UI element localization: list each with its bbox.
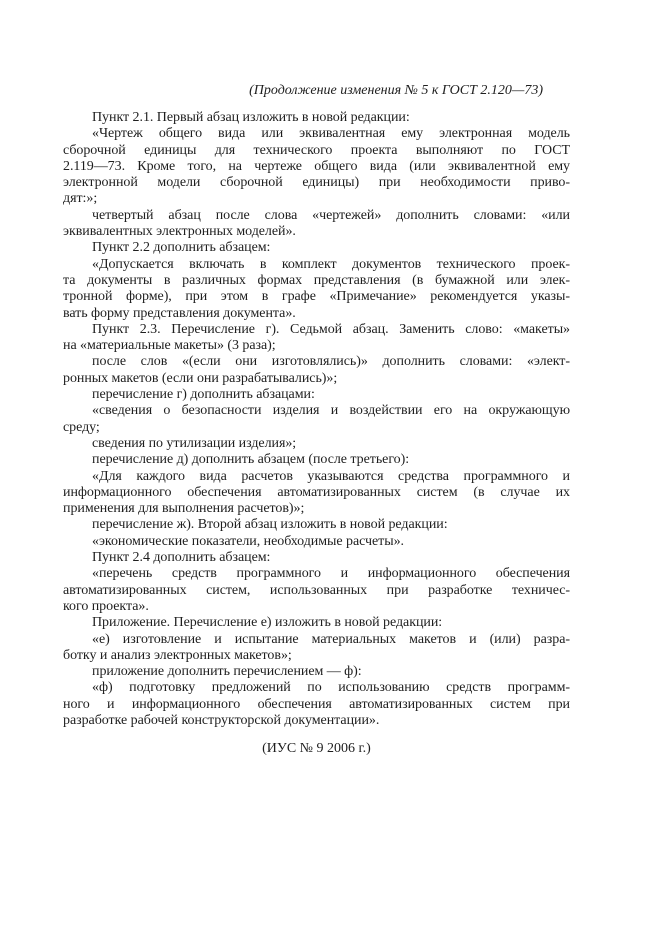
text-line: Приложение. Перечисление е) изложить в новой редакции: (92, 615, 443, 631)
text-line: Пункт 2.2 дополнить абзацем: (92, 240, 271, 256)
text-line: автоматизированных систем, использованных при разработке техничес- (63, 582, 570, 598)
text-line: среду; (63, 419, 100, 435)
text-line: сборочной единицы для технического проекта выполняют по ГОСТ (63, 142, 570, 158)
text-line: информационного обеспечения автоматизированных систем (в случае их (63, 484, 570, 500)
text-line: «е) изготовление и испытание материальных макетов и (или) разра- (92, 631, 570, 647)
text-line: дят:»; (63, 191, 98, 207)
text-line: «ф) подготовку предложений по использованию средств программ- (92, 680, 570, 696)
text-line: ботку и анализ электронных макетов»; (63, 647, 292, 663)
text-line: «Допускается включать в комплект документов технического проек- (92, 256, 570, 272)
text-line: «перечень средств программного и информационного обеспечения (92, 566, 570, 582)
text-line: четвертый абзац после слова «чертежей» дополнить словами: «или (92, 207, 570, 223)
text-line: сведения по утилизации изделия»; (92, 435, 297, 451)
text-line: перечисление д) дополнить абзацем (после третьего): (92, 452, 410, 468)
text-line: вать форму представления документа». (63, 305, 296, 321)
text-line: после слов «(если они изготовлялись)» дополнить словами: «элект- (92, 354, 570, 370)
text-line: Пункт 2.3. Перечисление г). Седьмой абзац. Заменить слово: «макеты» (92, 321, 570, 337)
text-line: на «материальные макеты» (3 раза); (63, 338, 276, 354)
text-line: 2.119—73. Кроме того, на чертеже общего вида (или эквивалентной ему (63, 158, 570, 174)
text-line: тронной форме), при этом в графе «Примечание» рекомендуется указы- (63, 289, 570, 305)
page-footer: (ИУС № 9 2006 г.) (262, 741, 371, 756)
text-line: ронных макетов (если они разрабатывались)»; (63, 370, 338, 386)
text-line: перечисление ж). Второй абзац изложить в новой редакции: (92, 517, 448, 533)
text-line: кого проекта». (63, 598, 149, 614)
text-line: «Для каждого вида расчетов указываются средства программного и (92, 468, 570, 484)
document-body (63, 110, 570, 729)
text-line: та документы в различных формах представления (в бумажной или элек- (63, 272, 570, 288)
text-line: Пункт 2.4 дополнить абзацем: (92, 550, 271, 566)
text-line: ного и информационного обеспечения автоматизированных систем при (63, 696, 570, 712)
text-line: «сведения о безопасности изделия и воздействии его на окружающую (92, 403, 570, 419)
text-line: эквивалентных электронных моделей». (63, 224, 296, 240)
text-line: Пункт 2.1. Первый абзац изложить в новой редакции: (92, 110, 410, 125)
text-line: перечисление г) дополнить абзацами: (92, 387, 315, 403)
text-line: приложение дополнить перечислением — ф): (92, 664, 362, 680)
text-line: применения для выполнения расчетов)»; (63, 501, 305, 517)
text-line: «экономические показатели, необходимые расчеты». (92, 533, 404, 549)
text-line: электронной модели сборочной единицы) при необходимости приво- (63, 175, 570, 191)
text-line: «Чертеж общего вида или эквивалентная ему электронная модель (92, 126, 570, 142)
running-header: (Продолжение изменения № 5 к ГОСТ 2.120—73) (249, 83, 543, 98)
text-line: разработке рабочей конструкторской документации». (63, 712, 380, 728)
